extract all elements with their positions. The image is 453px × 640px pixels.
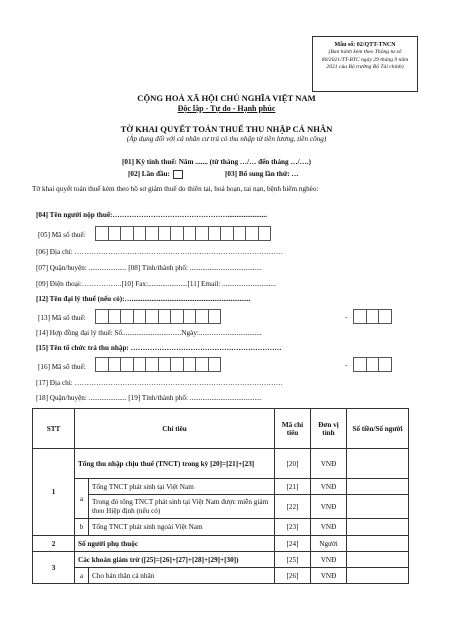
table-row: [33, 568, 409, 584]
country-heading: CỘNG HOÀ XÃ HỘI CHỦ NGHĨA VIỆT NAM: [137, 93, 316, 103]
header-code: Mã chỉ tiêu: [275, 409, 311, 449]
row-sub: a: [75, 479, 89, 519]
row-code: [23]: [275, 519, 311, 536]
form-subtitle: (Áp dụng đối với cá nhân cư trú có thu nhập từ tiền lương, tiền công): [126, 135, 327, 143]
table-row: [33, 495, 409, 519]
header-stt: STT: [33, 409, 75, 449]
form-note: (Ban hành kèm theo Thông tư số 80/2021/TT-BTC ngày 29 tháng 9 năm 2021 của Bộ trưởng Bộ Tài chính): [321, 49, 409, 71]
row-code: [25]: [275, 552, 311, 568]
address-field[interactable]: [06] Địa chỉ: ……………………………………………………………………………: [36, 248, 283, 256]
taxpayer-name-field[interactable]: [04] Tên người nộp thuế:…………………………………………......................: [36, 211, 267, 219]
agent-tin-branch-cells[interactable]: [353, 309, 391, 324]
row-label: Các khoản giảm trừ ([25]=[26]+[27]+[28]+[29]+[30]): [75, 552, 275, 568]
row-sub: a: [75, 568, 89, 584]
row-code: [22]: [275, 495, 311, 519]
row-stt: 2: [33, 536, 75, 552]
table-row: [33, 449, 409, 479]
row-unit: VNĐ: [311, 449, 347, 479]
form-reference-box: [312, 36, 418, 92]
row-amount-input[interactable]: [347, 449, 409, 479]
table-header-row: [33, 409, 409, 449]
table-row: [33, 552, 409, 568]
header-item: Chỉ tiêu: [75, 409, 275, 449]
row-unit: VNĐ: [311, 568, 347, 584]
row-amount-input[interactable]: [347, 552, 409, 568]
row-amount-input[interactable]: [347, 495, 409, 519]
row-sub: b: [75, 519, 89, 536]
taxpayer-tin-label: [05] Mã số thuế:: [38, 231, 86, 239]
row-label: Cho bản thân cá nhân: [89, 568, 275, 584]
tax-agent-name-field[interactable]: [12] Tên đại lý thuế (nếu có):…..................................................................: [36, 295, 251, 303]
payer-tin-label: [16] Mã số thuế:: [38, 363, 86, 371]
first-filing-text: [02] Lần đầu:: [128, 170, 170, 179]
row-label: Tổng TNCT phát sinh tại Việt Nam: [89, 479, 275, 495]
table-row: [33, 536, 409, 552]
agent-tin-dash: -: [345, 313, 348, 321]
payer-name-field[interactable]: [15] Tên tổ chức trả thu nhập: ………………………………………………………: [36, 344, 282, 352]
row-unit: Người: [311, 536, 347, 552]
form-title: TỜ KHAI QUYẾT TOÁN THUẾ THU NHẬP CÁ NHÂN: [120, 124, 333, 134]
payer-district-field[interactable]: [18] Quận/huyện: ..................... [19] Tỉnh/thành phố: ........................................: [36, 394, 262, 402]
payer-tin-dash: -: [345, 361, 348, 369]
row-amount-input[interactable]: [347, 479, 409, 495]
supplement-line[interactable]: [03] Bổ sung lần thứ: …: [225, 170, 299, 178]
row-stt: 1: [33, 449, 75, 536]
row-code: [26]: [275, 568, 311, 584]
row-unit: VNĐ: [311, 519, 347, 536]
row-stt: 3: [33, 552, 75, 584]
table-row: [33, 519, 409, 536]
row-label: Tổng thu nhập chịu thuế (TNCT) trong kỳ [20]=[21]+[23]: [75, 449, 275, 479]
agent-contract-field[interactable]: [14] Hợp đồng đại lý thuế: Số.................................Ngày:...................................: [36, 329, 262, 337]
tax-period-line[interactable]: [01] Kỳ tính thuế: Năm ....... (từ tháng …/… đến tháng …/….): [122, 158, 312, 166]
row-amount-input[interactable]: [347, 519, 409, 536]
row-code: [20]: [275, 449, 311, 479]
row-label: Trong đó tổng TNCT phát sinh tại Việt Nam được miễn giảm theo Hiệp định (nếu có): [89, 495, 275, 519]
national-motto: Độc lập - Tự do - Hạnh phúc: [177, 104, 276, 113]
payer-tin-branch-cells[interactable]: [353, 357, 391, 372]
row-code: [24]: [275, 536, 311, 552]
first-filing-label: [128, 170, 183, 179]
first-filing-checkbox[interactable]: [173, 170, 183, 179]
header-amount: Số tiền/Số người: [347, 409, 409, 449]
payer-tin-cells[interactable]: [95, 357, 220, 372]
row-code: [21]: [275, 479, 311, 495]
table-row: [33, 479, 409, 495]
row-label: Tổng TNCT phát sinh ngoài Việt Nam: [89, 519, 275, 536]
intro-text: Tờ khai quyết toán thuế kèm theo hồ sơ giảm thuế do thiên tai, hoả hoạn, tai nạn, bệnh hiểm nghèo:: [32, 185, 319, 193]
taxpayer-tin-cells[interactable]: [95, 226, 270, 241]
row-unit: VNĐ: [311, 479, 347, 495]
row-unit: VNĐ: [311, 495, 347, 519]
row-label: Số người phụ thuộc: [75, 536, 275, 552]
settlement-table: [32, 408, 409, 584]
header-unit: Đơn vị tính: [311, 409, 347, 449]
row-amount-input[interactable]: [347, 536, 409, 552]
agent-tin-label: [13] Mã số thuế:: [38, 314, 86, 322]
form-code: Mẫu số: 02/QTT-TNCN: [334, 42, 396, 48]
district-province-field[interactable]: [07] Quận/huyện: ..................... [08] Tỉnh/thành phố: ........................................: [36, 264, 262, 272]
row-unit: VNĐ: [311, 552, 347, 568]
agent-tin-cells[interactable]: [95, 309, 220, 324]
row-amount-input[interactable]: [347, 568, 409, 584]
contact-field[interactable]: [09] Điện thoại:……………..[10] Fax:......................[11] Email: ..............................: [36, 280, 276, 288]
payer-address-field[interactable]: [17] Địa chỉ: ……………………………………………………………………………: [36, 379, 283, 387]
